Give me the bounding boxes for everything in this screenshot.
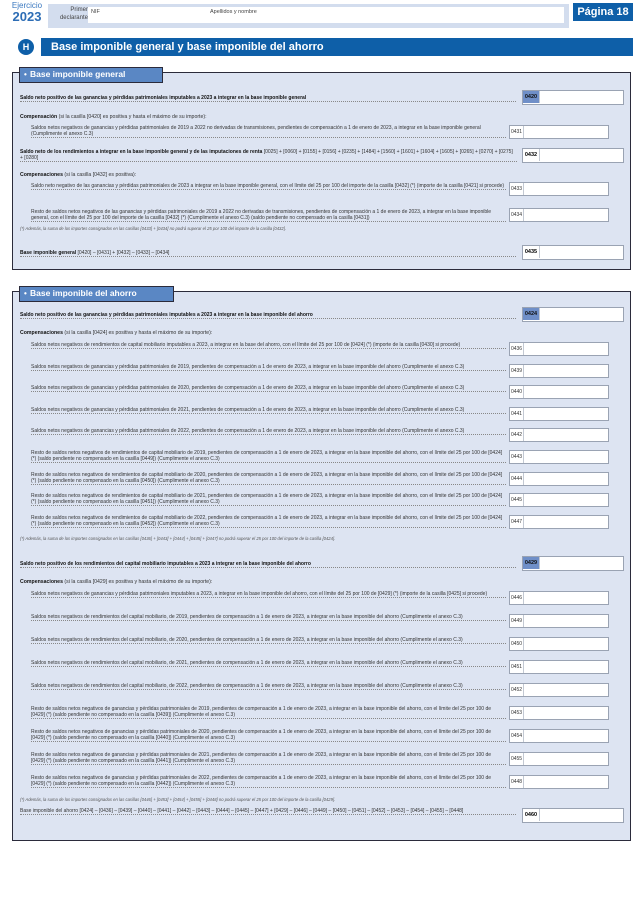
input-box-0420[interactable]: [522, 90, 624, 105]
casilla-code-0441: 0441: [510, 408, 524, 420]
casilla-code-0435: 0435: [523, 246, 540, 258]
ejercicio-text: Ejercicio: [11, 1, 43, 10]
casilla-code-0451: 0451: [510, 661, 524, 673]
label-0435: Base imponible general [0420] – [0431] + [0432] – [0433] – [0434]: [20, 250, 516, 257]
nombre-label: Apellidos y nombre: [210, 9, 257, 15]
casilla-code-0434: 0434: [510, 209, 524, 221]
label-0449: Saldos netos negativos de rendimientos del capital mobiliario, de 2019, pendientes de compensación a 1 de enero de 2023, a integrar en la base imponible del ahorro (Cumplimente el anexo C.3): [31, 614, 506, 621]
compensaciones-heading-0424: Compensaciones (si la casilla [0424] es positiva y hasta el máximo de su importe):: [20, 330, 213, 336]
input-box-0448[interactable]: [509, 775, 609, 789]
compensacion-heading: Compensación (si la casilla [0420] es positiva y hasta el máximo de su importe):: [20, 114, 207, 120]
label-0429: Saldo neto positivo de los rendimientos del capital mobiliario imputables a 2023 a integrar en la base imponible del ahorro: [20, 561, 516, 568]
casilla-code-0439: 0439: [510, 365, 524, 377]
casilla-code-0450: 0450: [510, 638, 524, 650]
casilla-code-0452: 0452: [510, 684, 524, 696]
panel-tab-base-general: • Base imponible general: [19, 67, 163, 83]
declarante-band: [48, 4, 569, 28]
nif-label: NIF: [91, 9, 100, 15]
label-0451: Saldos netos negativos de rendimientos del capital mobiliario, de 2021, pendientes de compensación a 1 de enero de 2023, a integrar en la base imponible del ahorro (Cumplimente el anexo C.3): [31, 660, 506, 667]
casilla-code-0443: 0443: [510, 451, 524, 463]
section-title-text: Base imponible general y base imponible del ahorro: [41, 38, 633, 56]
input-box-0444[interactable]: [509, 472, 609, 486]
casilla-code-0445: 0445: [510, 494, 524, 506]
label-0434: Resto de saldos netos negativos de las ganancias y pérdidas patrimoniales de 2019 a 2022 no derivadas de transmisiones, pendientes de compensación a 1 de enero de 2023, a integrar en la base imponible general, con el límite del 25 por 100 del importe de la casilla [0432] (*) (Cumplimente el anexo C.3) (saldo pendiente no compensado en la casilla [0431]): [31, 209, 506, 222]
input-box-0435[interactable]: [522, 245, 624, 260]
input-box-0454[interactable]: [509, 729, 609, 743]
casilla-code-0448: 0448: [510, 776, 524, 788]
input-box-0453[interactable]: [509, 706, 609, 720]
label-0439: Saldos netos negativos de ganancias y pérdidas patrimoniales de 2019, pendientes de compensación a 1 de enero de 2023, a integrar en la base imponible del ahorro (Cumplimente el anexo C.3): [31, 364, 506, 371]
label-0455: Resto de saldos netos negativos de ganancias y pérdidas patrimoniales de 2021, pendientes de compensación a 1 de enero de 2023, a integrar en la base imponible del ahorro, con el límite del 25 por 100 de [0429] (*) (saldo pendiente no compensado en la casilla [0441]) (Cumplimente el anexo C.3): [31, 752, 506, 765]
label-0420: Saldo neto positivo de las ganancias y pérdidas patrimoniales imputables a 2023 a integrar en la base imponible general: [20, 95, 516, 102]
label-0452: Saldos netos negativos de rendimientos del capital mobiliario, de 2022, pendientes de compensación a 1 de enero de 2023, a integrar en la base imponible del ahorro (Cumplimente el anexo C.3): [31, 683, 506, 690]
casilla-code-0436: 0436: [510, 343, 524, 355]
label-0431: Saldos netos negativos de ganancias y pérdidas patrimoniales de 2019 a 2022 no derivadas de transmisiones, pendientes de compensación a 1 de enero de 2023, a integrar en la base imponible general (Cumplimente el anexo C.3): [31, 125, 506, 138]
label-0443: Resto de saldos netos negativos de rendimientos de capital mobiliario de 2019, pendientes de compensación a 1 de enero de 2023, a integrar en la base imponible del ahorro, con el límite del 25 por 100 de [0424] (*) (saldo pendiente no compensado en la casilla [0449]) (Cumplimente el anexo C.3): [31, 450, 506, 463]
casilla-code-0454: 0454: [510, 730, 524, 742]
input-box-0451[interactable]: [509, 660, 609, 674]
label-0445: Resto de saldos netos negativos de rendimientos de capital mobiliario de 2021, pendientes de compensación a 1 de enero de 2023, a integrar en la base imponible del ahorro, con el límite del 25 por 100 de [0424] (*) (saldo pendiente no compensado en la casilla [0451]) (Cumplimente el anexo C.3): [31, 493, 506, 506]
label-0424: Saldo neto positivo de las ganancias y pérdidas patrimoniales imputables a 2023 a integrar en la base imponible del ahorro: [20, 312, 516, 319]
panel-tab-base-ahorro: • Base imponible del ahorro: [19, 286, 174, 302]
label-0433: Saldo neto negativo de las ganancias y pérdidas patrimoniales de 2023 a integrar en la base imponible general, con el límite del 25 por 100 del importe de la casilla [0432] (*) (importe de la casilla [0421] si procede): [31, 183, 505, 189]
input-box-0460[interactable]: [522, 808, 624, 823]
casilla-code-0446: 0446: [510, 592, 524, 604]
ejercicio-label: [10, 2, 44, 24]
page-number-badge: Página 18: [573, 3, 633, 21]
input-box-0445[interactable]: [509, 493, 609, 507]
label-0432: Saldo neto de los rendimientos a integrar en la base imponible general y de las imputaciones de renta [0025] + [0060] + [0155] + [0156] + [0235] + [1484] + [1560] + [1601] + [1604] + [1605] + [0265] + [0270] + [0275] + [0280]: [20, 149, 517, 162]
casilla-code-0429: 0429: [523, 557, 540, 569]
label-0454: Resto de saldos netos negativos de ganancias y pérdidas patrimoniales de 2020, pendientes de compensación a 1 de enero de 2023, a integrar en la base imponible del ahorro, con el límite del 25 por 100 de [0429] (*) (saldo pendiente no compensado en la casilla [0440]) (Cumplimente el anexo C.3): [31, 729, 506, 742]
input-box-0447[interactable]: [509, 515, 609, 529]
nombre-field[interactable]: [207, 7, 564, 23]
casilla-code-0431: 0431: [510, 126, 524, 138]
input-box-0431[interactable]: [509, 125, 609, 139]
casilla-code-0444: 0444: [510, 473, 524, 485]
casilla-code-0440: 0440: [510, 386, 524, 398]
ejercicio-year: 2023: [12, 9, 42, 24]
label-0446: Saldos netos negativos de ganancias y pérdidas patrimoniales imputables a 2023, a integrar en la base imponible del ahorro, con el límite del 25 por 100 de [0429] (*) (importe de la casilla [0425] si procede): [31, 591, 506, 598]
label-0450: Saldos netos negativos de rendimientos del capital mobiliario, de 2020, pendientes de compensación a 1 de enero de 2023, a integrar en la base imponible del ahorro (Cumplimente el anexo C.3): [31, 637, 506, 644]
casilla-code-0455: 0455: [510, 753, 524, 765]
casilla-code-0442: 0442: [510, 429, 524, 441]
label-0436: Saldos netos negativos de rendimientos de capital mobiliario imputables a 2023, a integrar en la base del ahorro, con el límite del 25 por 100 de [0424] (*) (importe de la casilla [0430] si procede): [31, 342, 506, 349]
label-0444: Resto de saldos netos negativos de rendimientos de capital mobiliario de 2020, pendientes de compensación a 1 de enero de 2023, a integrar en la base imponible del ahorro, con el límite del 25 por 100 de [0424] (*) (saldo pendiente no compensado en la casilla [0450]) (Cumplimente el anexo C.3): [31, 472, 506, 485]
label-0441: Saldos netos negativos de ganancias y pérdidas patrimoniales de 2021, pendientes de compensación a 1 de enero de 2023, a integrar en la base imponible del ahorro (Cumplimente el anexo C.3): [31, 407, 506, 414]
panel-base-ahorro: [12, 288, 631, 841]
label-0448: Resto de saldos netos negativos de ganancias y pérdidas patrimoniales de 2022, pendientes de compensación a 1 de enero de 2023, a integrar en la base imponible del ahorro, con el límite del 25 por 100 de [0429] (*) (saldo pendiente no compensado en la casilla [0442]) (Cumplimente el anexo C.3): [31, 775, 506, 788]
input-box-0429[interactable]: [522, 556, 624, 571]
input-box-0424[interactable]: [522, 307, 624, 322]
casilla-code-0424: 0424: [523, 308, 540, 320]
input-box-0450[interactable]: [509, 637, 609, 651]
input-box-0441[interactable]: [509, 407, 609, 421]
label-0447: Resto de saldos netos negativos de rendimientos de capital mobiliario de 2022, pendientes de compensación a 1 de enero de 2023, a integrar en la base imponible del ahorro, con el límite del 25 por 100 de [0424] (*) (saldo pendiente no compensado en la casilla [0452]) (Cumplimente el anexo C.3): [31, 515, 506, 528]
input-box-0455[interactable]: [509, 752, 609, 766]
label-0442: Saldos netos negativos de ganancias y pérdidas patrimoniales de 2022, pendientes de compensación a 1 de enero de 2023, a integrar en la base imponible del ahorro (Cumplimente el anexo C.3): [31, 428, 506, 435]
input-box-0433[interactable]: [509, 182, 609, 196]
footnote-ahorro-1: (*) Además, la suma de los importes consignados en las casillas [0436] + [0443] + [0444] + [0445] + [0447] no podrá superar el 25 por 100 del importe de la casilla [0424].: [20, 536, 336, 541]
input-box-0452[interactable]: [509, 683, 609, 697]
label-0460: Base imponible del ahorro [0424] – [0436] – [0439] – [0440] – [0441] – [0442] – [0443] – [0444] – [0445] – [0447] + [0429] – [0446] – [0449] – [0450] – [0451] – [0452] – [0453] – [0454] – [0455] – [0448]: [20, 808, 516, 815]
compensaciones-heading-0432: Compensaciones (si la casilla [0432] es positiva):: [20, 172, 137, 178]
input-box-0432[interactable]: [522, 148, 624, 163]
section-letter-badge: H: [18, 39, 34, 55]
input-box-0436[interactable]: [509, 342, 609, 356]
input-box-0434[interactable]: [509, 208, 609, 222]
panel-base-general: [12, 69, 631, 270]
casilla-code-0433: 0433: [510, 183, 524, 195]
casilla-code-0460: 0460: [523, 809, 540, 821]
label-0440: Saldos netos negativos de ganancias y pérdidas patrimoniales de 2020, pendientes de compensación a 1 de enero de 2023, a integrar en la base imponible del ahorro (Cumplimente el anexo C.3): [31, 385, 506, 392]
casilla-code-0447: 0447: [510, 516, 524, 528]
input-box-0439[interactable]: [509, 364, 609, 378]
footnote-ahorro-2: (*) Además, la suma de los importes consignados en las casillas [0446] + [0453] + [0454] + [0455] + [0448] no podrá superar el 25 por 100 del importe de la casilla [0429].: [20, 797, 336, 802]
input-box-0440[interactable]: [509, 385, 609, 399]
input-box-0443[interactable]: [509, 450, 609, 464]
input-box-0442[interactable]: [509, 428, 609, 442]
compensaciones-heading-0429: Compensaciones (si la casilla [0429] es positiva y hasta el máximo de su importe):: [20, 579, 213, 585]
footnote-general: (*) Además, la suma de los importes consignados en las casillas [0433] + [0434] no podrá superar el 25 por 100 del importe de la casilla [0432].: [20, 226, 287, 231]
form-header: [0, 0, 643, 30]
casilla-code-0453: 0453: [510, 707, 524, 719]
input-box-0446[interactable]: [509, 591, 609, 605]
input-box-0449[interactable]: [509, 614, 609, 628]
casilla-code-0432: 0432: [523, 149, 540, 161]
section-title: [18, 38, 633, 56]
label-0453: Resto de saldos netos negativos de ganancias y pérdidas patrimoniales de 2019, pendientes de compensación a 1 de enero de 2023, a integrar en la base imponible del ahorro, con el límite del 25 por 100 de [0429] (*) (saldo pendiente no compensado en la casilla [0439]) (Cumplimente el anexo C.3): [31, 706, 506, 719]
declarante-label: Primer declarante: [59, 7, 88, 21]
casilla-code-0449: 0449: [510, 615, 524, 627]
casilla-code-0420: 0420: [523, 91, 540, 103]
